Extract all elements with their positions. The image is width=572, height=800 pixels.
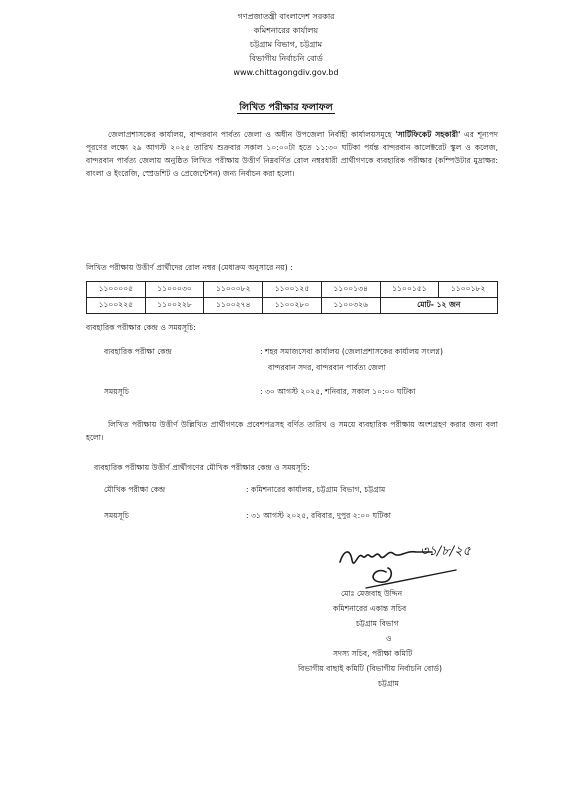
roll-cell: ১১০০১৩৪ [321,282,380,298]
signatory-committee: বিভাগীয় বাছাই কমিটি (বিভাগীয় নির্বাচনি বোর্ড) [298,664,442,673]
table-row [87,282,498,298]
header-board: বিভাগীয় নির্বাচনি বোর্ড [249,54,323,63]
signatory-office: চট্টগ্রাম বিভাগ [356,619,399,628]
intro-paragraph [86,128,498,180]
practical-center-label: ব্যবহারিক পরীক্ষা কেন্দ্র [104,347,172,356]
roll-cell: ১১০০১২৫ [263,282,322,298]
viva-heading: ব্যবহারিক পরীক্ষায় উত্তীর্ণ প্রার্থীগণের মৌখিক পরীক্ষার কেন্দ্র ও সময়সূচি: [94,463,310,472]
viva-center-value: : কমিশনারের কার্যালয়, চট্টগ্রাম বিভাগ, চট্টগ্রাম [246,485,386,494]
signatory-city: চট্টগ্রাম [378,679,399,688]
roll-table [86,281,498,314]
page-title: লিখিত পরীক্ষার ফলাফল [239,102,333,113]
roll-cell: ১১০০০০৫ [87,282,146,298]
roll-heading: লিখিত পরীক্ষায় উত্তীর্ণ প্রার্থীদের রোল নম্বর (মেধাক্রম অনুসারে নয়) : [86,263,293,272]
practical-time-value: : ৩০ আগস্ট ২০২৫, শনিবার, সকাল ১০:০০ ঘটিকা [260,387,416,396]
viva-time-value: : ৩১ আগস্ট ২০২৫, রবিবার, দুপুর ২:০০ ঘটিকা [246,511,392,520]
table-row [87,298,498,314]
intro-text-1: জেলাপ্রশাসকের কার্যালয়, বান্দরবান পার্বত্য জেলা ও অধীন উপজেলা নির্বাহী কার্যালয়সমূহে [108,130,396,139]
roll-cell: ১১০০০৮২ [204,282,263,298]
header-website-link[interactable]: www.chittagongdiv.gov.bd [233,68,339,77]
roll-cell: ১১০০২৮০ [263,298,322,314]
admit-note: লিখিত পরীক্ষায় উত্তীর্ণ উল্লিখিত প্রার্থীগণকে প্রবেশপত্রসহ বর্ণিত তারিখ ও সময়ে ব্যবহারিক পরীক্ষায় অংশগ্রহণ করার জন্য বলা হলো। [86,420,498,442]
roll-cell: ১১০০৩২৬ [321,298,380,314]
roll-cell: ১১০০২২৫ [87,298,146,314]
header-division: চট্টগ্রাম বিভাগ, চট্টগ্রাম [249,40,323,49]
roll-cell: ১১০০২৭৪ [204,298,263,314]
post-name: 'সার্টিফিকেট সহকারী' [395,130,461,139]
roll-cell: ১১০০১৫১ [380,282,439,298]
signatory-designation-2: সদস্য সচিব, পরীক্ষা কমিটি [333,649,413,658]
header-govt: গণপ্রজাতন্ত্রী বাংলাদেশ সরকার [237,12,335,21]
signature-date: ৩১/৮/২৫ [420,544,471,559]
practical-center-address: বান্দরবান সদর, বান্দরবান পার্বত্য জেলা [268,363,386,372]
practical-time-label: সময়সূচি [104,387,129,396]
viva-time-label: সময়সূচি [104,511,129,520]
viva-center-label: মৌখিক পরীক্ষা কেন্দ্র [104,485,166,494]
practical-heading: ব্যবহারিক পরীক্ষার কেন্দ্র ও সময়সূচি: [86,323,196,332]
signatory-name: মোঃ মেজবাহ উদ্দিন [341,589,403,598]
roll-cell: ১১০০২২৮ [145,298,204,314]
total-count: মোট- ১২ জন [380,298,497,314]
header-office: কমিশনারের কার্যালয় [253,26,319,35]
intro-text-2: এর শূন্যপদ পূরণের লক্ষ্যে ২৯ আগস্ট ২০২৫ তারিখ শুক্রবার সকাল ১০:০০টা হতে ১১:৩০ ঘটিকা পর্যন্ত বান্দরবান কালেক্টরেট স্কুল ও কলেজ, বান্দরবান পার্বত্য জেলায় অনুষ্ঠিত লিখিত পরীক্ষায় উত্তীর্ণ নিম্নবর্ণিত রোল নম্বরধারী প্রার্থীগণকে ব্যবহারিক পরীক্ষার (কম্পিউটার মুদ্রাক্ষর: বাংলা ও ইংরেজি, স্প্রেডশিট ও প্রেজেন্টেশন) জন্য নির্বাচন করা হলো। [86,130,498,178]
roll-cell: ১১০০১৮২ [439,282,498,298]
conjunction-and: ও [386,634,392,643]
roll-cell: ১১০০০৩০ [145,282,204,298]
signatory-designation: কমিশনারের একান্ত সচিব [333,604,407,613]
practical-center-value: : শহর সমাজসেবা কার্যালয় (জেলাপ্রশাসকের কার্যালয় সংলগ্ন) [260,347,443,356]
